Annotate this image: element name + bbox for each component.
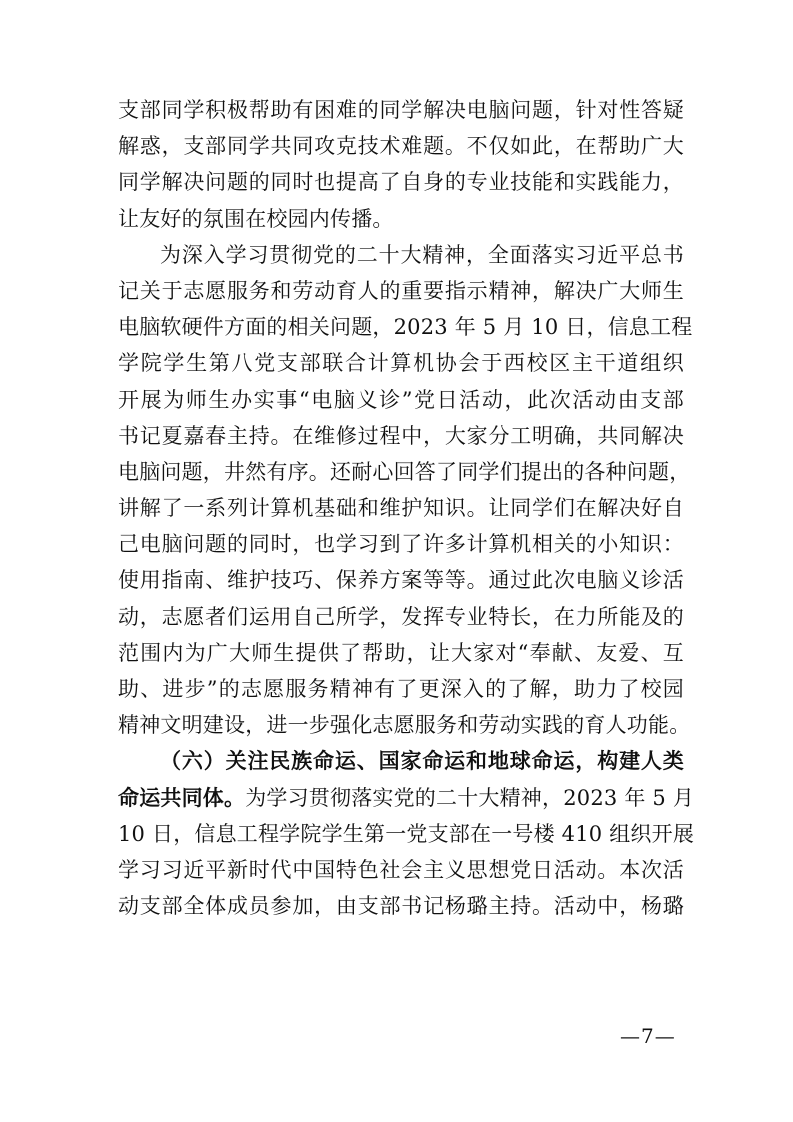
document-page	[118, 92, 695, 924]
text-line: 使用指南、维护技巧、保养方案等等。通过此次电脑义诊活	[118, 568, 684, 593]
text-line: 精神文明建设，进一步强化志愿服务和劳动实践的育人功能。	[118, 713, 691, 738]
text-line: 让友好的氛围在校园内传播。	[118, 206, 394, 231]
text-line: 电脑问题，井然有序。还耐心回答了同学们提出的各种问题，	[118, 459, 691, 484]
text-line	[118, 780, 695, 816]
text-line: 助、进步”的志愿服务精神有了更深入的了解，助力了校园	[118, 677, 684, 701]
text-line: 解惑，支部同学共同攻克技术难题。不仅如此，在帮助广大	[118, 134, 684, 159]
text-line: 学习习近平新时代中国特色社会主义思想党日活动。本次活	[118, 857, 684, 882]
paragraph-3	[118, 743, 695, 924]
text-line: 电脑软硬件方面的相关问题，2023 年 5 月 10 日，信息工程	[118, 315, 693, 340]
page-number: —7—	[620, 1024, 676, 1048]
text-line: 讲解了一系列计算机基础和维护知识。让同学们在解决好自	[118, 496, 684, 521]
section-heading-continuation: 命运共同体。	[118, 784, 246, 810]
text-line: 书记夏嘉春主持。在维修过程中，大家分工明确，共同解决	[118, 423, 684, 448]
paragraph-2	[118, 237, 693, 744]
section-heading: （六）关注民族命运、国家命运和地球命运，构建人类	[160, 748, 684, 774]
text-line: 10 日，信息工程学院学生第一党支部在一号楼 410 组织开展	[118, 821, 695, 846]
text-line: 动，志愿者们运用自己所学，发挥专业特长，在力所能及的	[118, 604, 684, 629]
text-line: 记关于志愿服务和劳动育人的重要指示精神，解决广大师生	[118, 278, 684, 303]
paragraph-1	[118, 92, 684, 237]
text-line: 范围内为广大师生提供了帮助，让大家对“奉献、友爱、互	[118, 640, 684, 665]
text-line: 同学解决问题的同时也提高了自身的专业技能和实践能力，	[118, 170, 684, 195]
text-line: 支部同学积极帮助有困难的同学解决电脑问题，针对性答疑	[118, 98, 684, 122]
text-line: 己电脑问题的同时，也学习到了许多计算机相关的小知识：	[118, 532, 684, 557]
text-line: 动支部全体成员参加，由支部书记杨璐主持。活动中，杨璐	[118, 894, 684, 919]
text-line: 为深入学习贯彻党的二十大精神，全面落实习近平总书	[160, 242, 684, 267]
text-line: 开展为师生办实事“电脑义诊”党日活动，此次活动由支部	[118, 387, 684, 412]
text-line: 学院学生第八党支部联合计算机协会于西校区主干道组织	[118, 351, 684, 376]
text-line-rest: 为学习贯彻落实党的二十大精神，2023 年 5 月	[245, 785, 695, 810]
